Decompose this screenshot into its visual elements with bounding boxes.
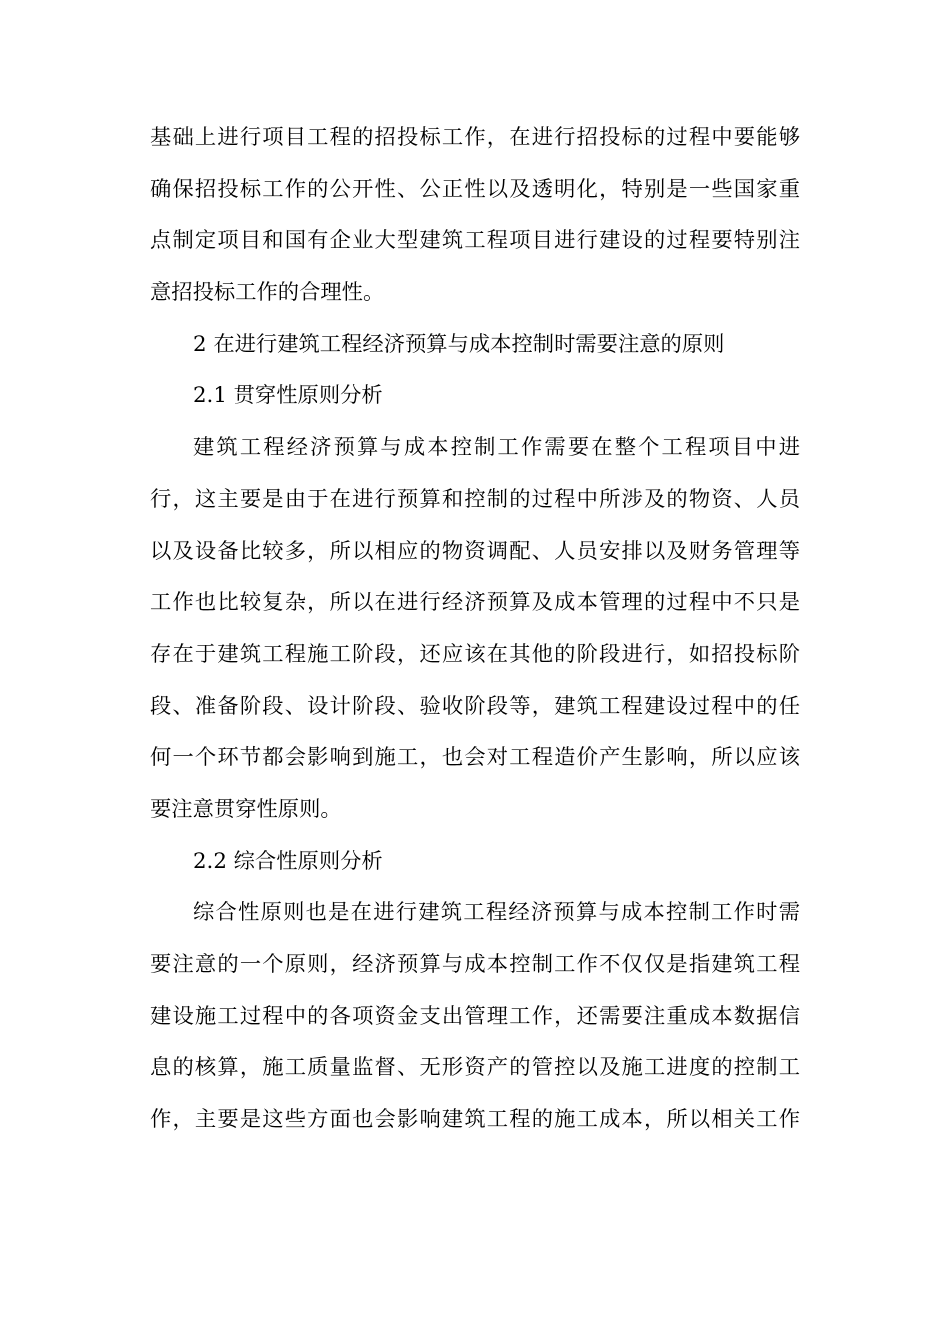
text-line: 要注意的一个原则，经济预算与成本控制工作不仅仅是指建筑工程 bbox=[150, 952, 800, 977]
text-line: 建筑工程经济预算与成本控制工作需要在整个工程项目中进 bbox=[193, 435, 800, 461]
text-line: 点制定项目和国有企业大型建筑工程项目进行建设的过程要特别注 bbox=[150, 228, 800, 254]
document-body bbox=[150, 112, 800, 1146]
text-line: 息的核算，施工质量监督、无形资产的管控以及施工进度的控制工 bbox=[150, 1055, 800, 1081]
text-line: 综合性原则也是在进行建筑工程经济预算与成本控制工作时需 bbox=[193, 900, 800, 926]
text-line: 要注意贯穿性原则。 bbox=[150, 796, 342, 822]
text-line: 存在于建筑工程施工阶段，还应该在其他的阶段进行，如招投标阶 bbox=[150, 641, 800, 667]
subsection-heading: 2.1 贯穿性原则分析 bbox=[193, 383, 383, 409]
text-line: 建设施工过程中的各项资金支出管理工作，还需要注重成本数据信 bbox=[150, 1003, 800, 1029]
text-line: 意招投标工作的合理性。 bbox=[150, 280, 385, 306]
text-line: 确保招投标工作的公开性、公正性以及透明化，特别是一些国家重 bbox=[150, 176, 800, 202]
section-heading: 2 在进行建筑工程经济预算与成本控制时需要注意的原则 bbox=[193, 331, 725, 357]
text-line: 以及设备比较多，所以相应的物资调配、人员安排以及财务管理等 bbox=[150, 538, 800, 564]
subsection-heading: 2.2 综合性原则分析 bbox=[193, 848, 383, 874]
text-line: 作，主要是这些方面也会影响建筑工程的施工成本，所以相关工作 bbox=[150, 1107, 800, 1133]
text-line: 工作也比较复杂，所以在进行经济预算及成本管理的过程中不只是 bbox=[150, 590, 800, 616]
text-line: 段、准备阶段、设计阶段、验收阶段等，建筑工程建设过程中的任 bbox=[150, 693, 800, 719]
text-line: 行，这主要是由于在进行预算和控制的过程中所涉及的物资、人员 bbox=[150, 486, 800, 512]
text-line: 基础上进行项目工程的招投标工作，在进行招投标的过程中要能够 bbox=[150, 125, 800, 150]
text-line: 何一个环节都会影响到施工，也会对工程造价产生影响，所以应该 bbox=[150, 745, 800, 771]
